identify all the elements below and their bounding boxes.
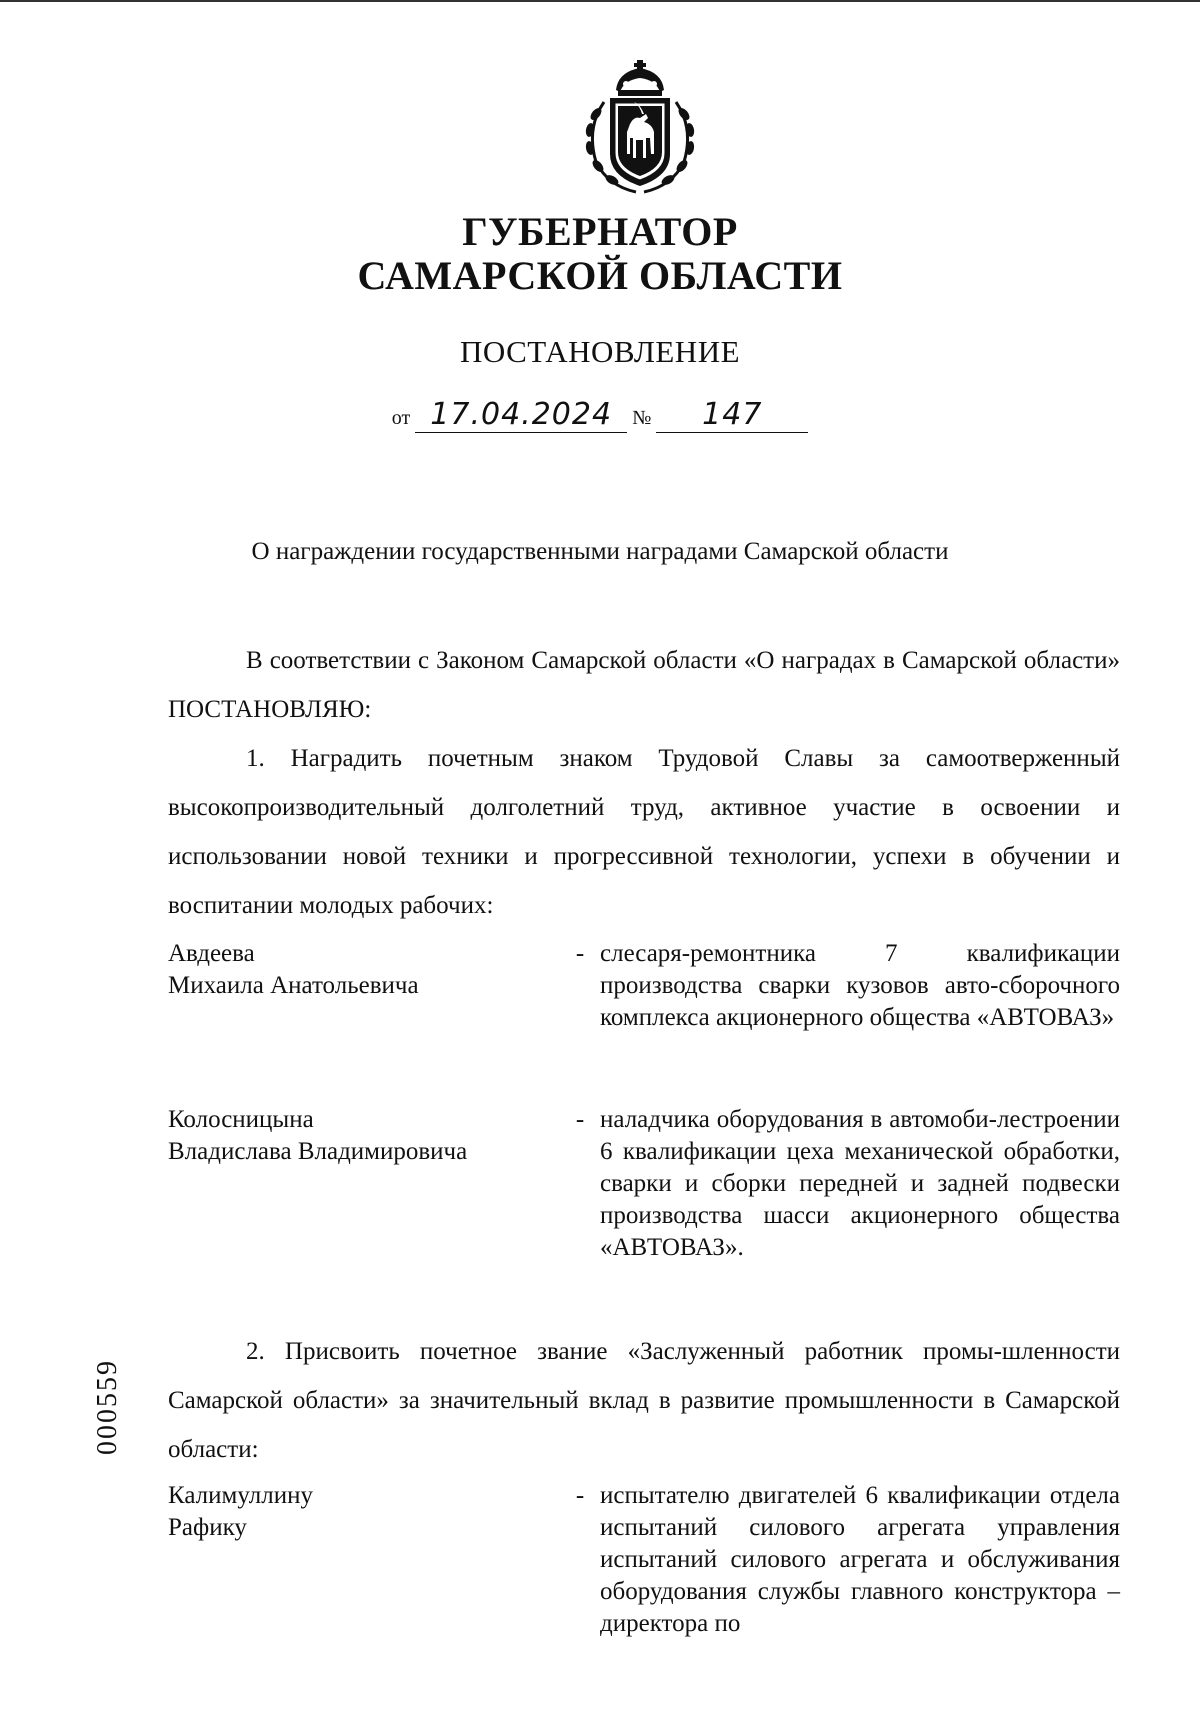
section-1-text: 1. Наградить почетным знаком Трудовой Славы за самоотверженный высокопроизводительный долголетний труд, активное участие в освоении и использовании новой техники и прогрессивной технологии, успехи в обучении и воспитании молодых рабочих: <box>168 745 1120 919</box>
awardee-given-name: Владислава Владимировича <box>168 1138 468 1165</box>
awardee-position: наладчика оборудования в автомоби-лестроении 6 квалификации цеха механической обработки, сварки и сборки передней и задней подвески производства шасси акционерного общества «АВТОВАЗ». <box>600 1106 1120 1261</box>
registration-number-stamp: 000559 <box>92 1359 123 1455</box>
issuer-title: ГУБЕРНАТОР <box>462 209 738 254</box>
date-number-line <box>0 397 1200 433</box>
awardee-given-name: Рафику <box>168 1514 247 1541</box>
section-2-text: 2. Присвоить почетное звание «Заслуженный работник промы-шленности Самарской области» за значительный вклад в развитие промышленности в Самарской области: <box>168 1338 1120 1463</box>
awardee-name <box>168 1104 558 1168</box>
dash-separator: - <box>575 1106 585 1133</box>
awardee-surname: Калимуллину <box>168 1482 313 1509</box>
awardee-surname: Колосницына <box>168 1106 314 1133</box>
date-prefix: от <box>391 407 411 429</box>
number-prefix: № <box>632 407 652 429</box>
coat-of-arms-icon <box>574 58 706 198</box>
awardee-surname: Авдеева <box>168 940 255 967</box>
awardee-name <box>168 1480 558 1544</box>
top-border <box>0 0 1200 2</box>
number-value: 147 <box>656 397 808 433</box>
document-type: ПОСТАНОВЛЕНИЕ <box>459 334 741 369</box>
awardee-name <box>168 938 558 1002</box>
intro-paragraph: В соответствии с Законом Самарской области «О наградах в Самарской области» ПОСТАНОВЛЯЮ: <box>168 647 1120 723</box>
dash-separator: - <box>575 940 585 967</box>
document-subject: О награждении государственными наградами Самарской области <box>251 538 949 565</box>
awardee-given-name: Михаила Анатольевича <box>168 972 419 999</box>
awardee-position: испытателю двигателей 6 квалификации отдела испытаний силового агрегата управления испытаний силового агрегата и обслуживания оборудования службы главного конструктора – директора по <box>600 1482 1120 1637</box>
issuer-region: САМАРСКОЙ ОБЛАСТИ <box>357 253 843 298</box>
dash-separator: - <box>575 1482 585 1509</box>
date-value: 17.04.2024 <box>415 397 627 433</box>
awardee-position: слесаря-ремонтника 7 квалификации производства сварки кузовов авто-сборочного комплекса акционерного общества «АВТОВАЗ» <box>600 940 1120 1031</box>
